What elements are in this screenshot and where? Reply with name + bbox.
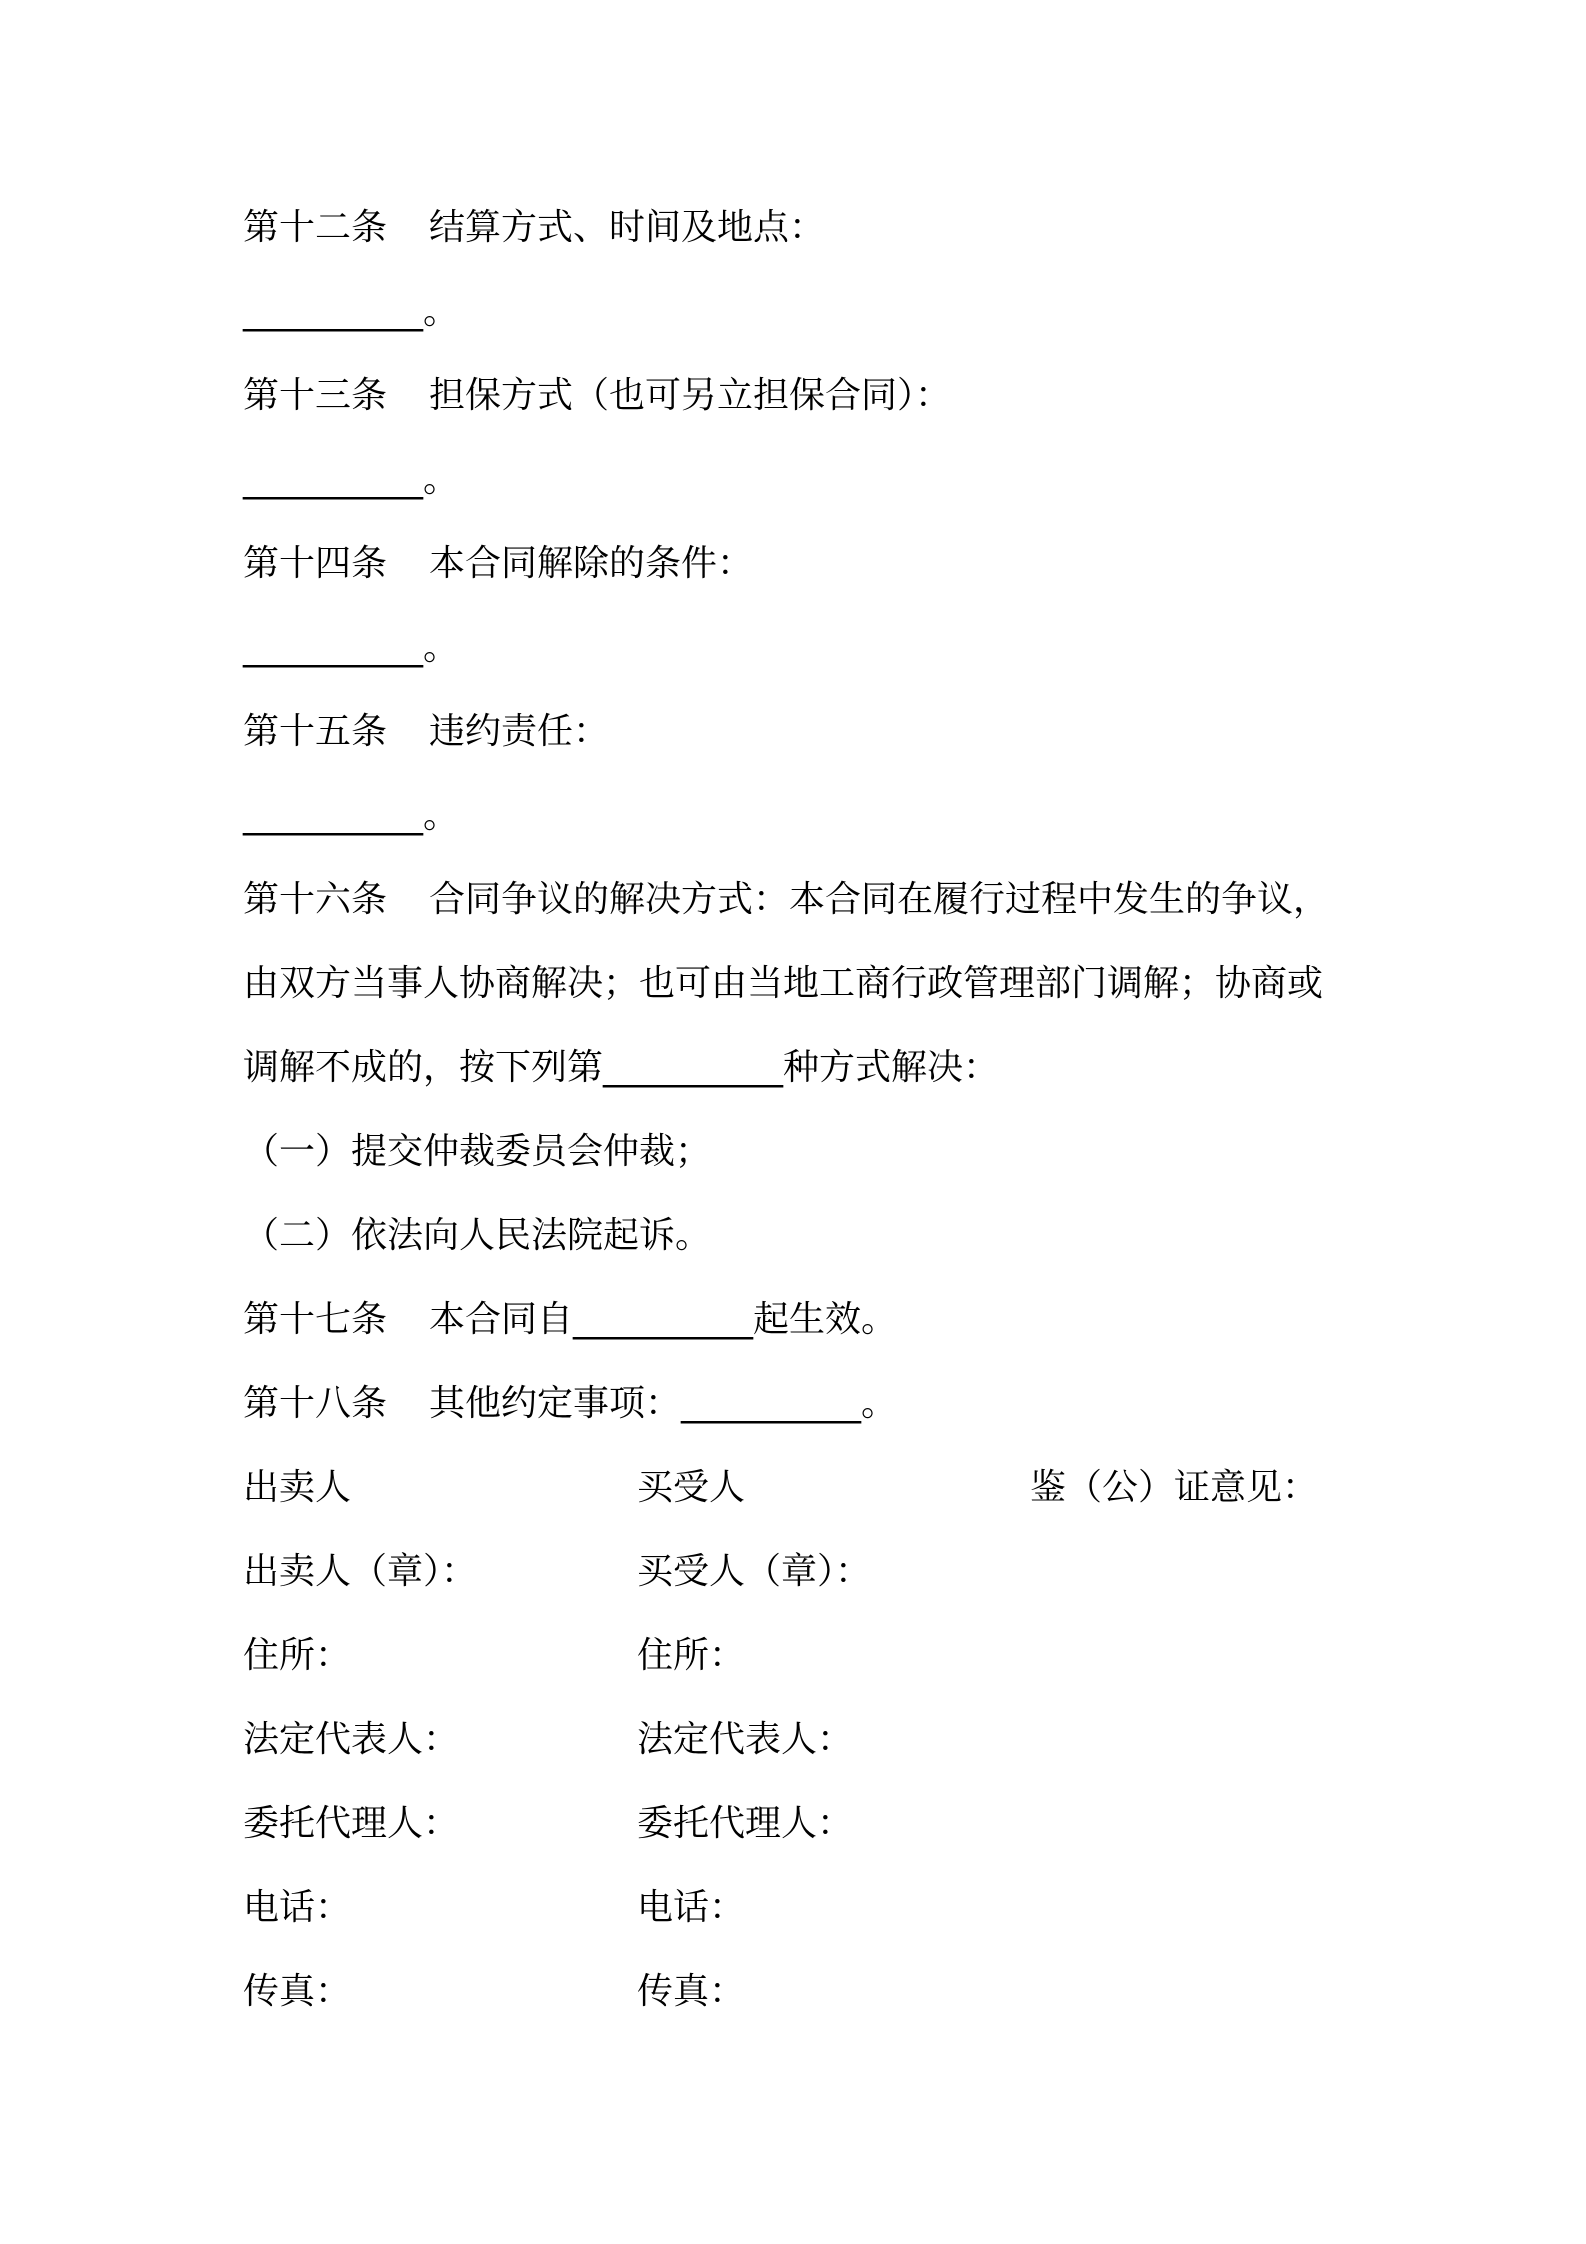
buyer-phone: 电话：	[637, 1887, 746, 1928]
buyer-agent: 委托代理人：	[637, 1803, 854, 1844]
article-17-number: 第十七条	[243, 1299, 388, 1340]
article-12-text: 结算方式、时间及地点：	[429, 207, 826, 248]
article-14	[243, 542, 753, 586]
article-15-text: 违约责任：	[429, 711, 610, 752]
article-16-number: 第十六条	[243, 879, 388, 920]
seller-agent: 委托代理人：	[243, 1803, 460, 1844]
article-14-text: 本合同解除的条件：	[429, 543, 754, 584]
article-15-number: 第十五条	[243, 711, 388, 752]
article-18	[243, 1382, 897, 1426]
article-13	[243, 374, 951, 418]
article-15-blank: __________。	[243, 795, 460, 836]
article-16	[243, 878, 1329, 922]
article-16-option-1: （一）提交仲裁委员会仲裁；	[243, 1131, 712, 1172]
article-13-blank: __________。	[243, 459, 460, 500]
article-18-number: 第十八条	[243, 1383, 388, 1424]
article-15	[243, 710, 609, 754]
article-18-text: 其他约定事项：__________。	[429, 1383, 898, 1424]
article-12-blank: __________。	[243, 291, 460, 332]
article-16-line-3: 调解不成的，按下列第__________种方式解决：	[243, 1047, 1000, 1088]
seller-legal-rep: 法定代表人：	[243, 1719, 460, 1760]
article-13-text: 担保方式（也可另立担保合同）：	[429, 375, 952, 416]
article-17	[243, 1298, 897, 1342]
article-14-number: 第十四条	[243, 543, 388, 584]
article-17-text: 本合同自__________起生效。	[429, 1299, 898, 1340]
seller-fax: 传真：	[243, 1971, 352, 2012]
notary-title: 鉴（公）证意见：	[1030, 1467, 1319, 1508]
article-12-number: 第十二条	[243, 207, 388, 248]
buyer-seal: 买受人（章）：	[637, 1551, 872, 1592]
article-16-line-1: 合同争议的解决方式：本合同在履行过程中发生的争议，	[429, 879, 1330, 920]
buyer-title: 买受人	[637, 1467, 746, 1508]
seller-address: 住所：	[243, 1635, 352, 1676]
article-14-blank: __________。	[243, 627, 460, 668]
buyer-fax: 传真：	[637, 1971, 746, 2012]
seller-phone: 电话：	[243, 1887, 352, 1928]
article-13-number: 第十三条	[243, 375, 388, 416]
article-12	[243, 206, 825, 250]
buyer-address: 住所：	[637, 1635, 746, 1676]
article-16-line-2: 由双方当事人协商解决；也可由当地工商行政管理部门调解；协商或	[243, 963, 1324, 1004]
buyer-legal-rep: 法定代表人：	[637, 1719, 854, 1760]
seller-seal: 出卖人（章）：	[243, 1551, 478, 1592]
article-16-option-2: （二）依法向人民法院起诉。	[243, 1215, 712, 1256]
seller-title: 出卖人	[243, 1467, 352, 1508]
